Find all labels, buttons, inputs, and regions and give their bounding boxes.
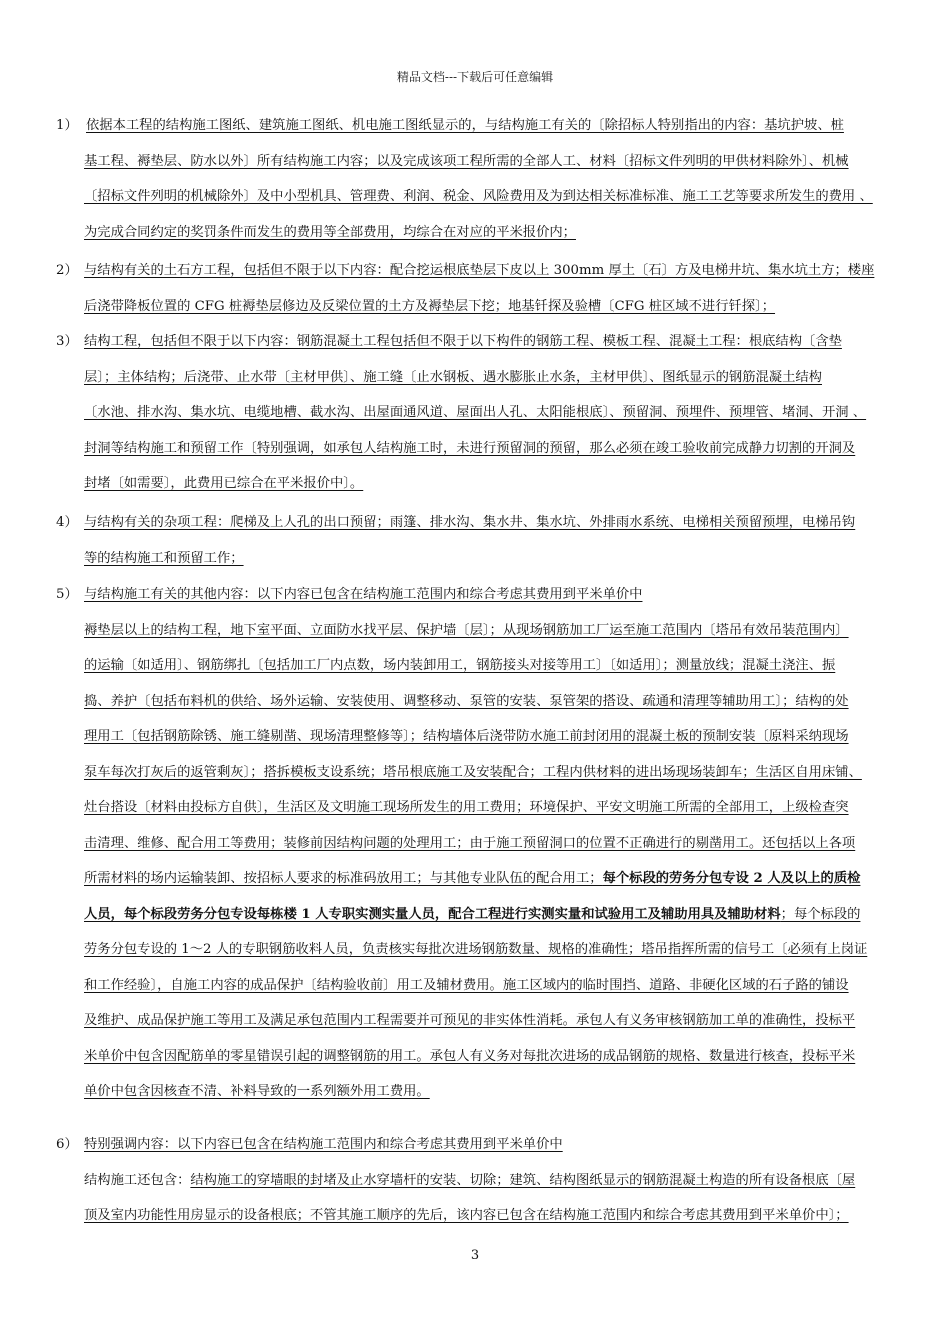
- item-line: 与结构有关的杂项工程：爬梯及上人孔的出口预留；雨篷、排水沟、集水井、集水坑、外排雨水系统、电梯相关预留预埋，电梯吊钩: [84, 515, 856, 530]
- body-text: 结构施工还包含：: [84, 1172, 191, 1188]
- body-line: 劳务分包专设的 1～2 人的专职钢筋收料人员，负责核实每批次进场钢筋数量、规格的准确性；塔吊指挥所需的信号工〔必须有上岗证: [84, 942, 868, 957]
- item-line: 封洞等结构施工和预留工作〔特别强调，如承包人结构施工时，未进行预留洞的预留，那么必须在竣工验收前完成静力切割的开洞及: [84, 440, 856, 456]
- list-item-2: [56, 253, 924, 324]
- body-line: 灶台搭设〔材料由投标方自供〕，生活区及文明施工现场所发生的用工费用；环境保护、平安文明施工所需的全部用工，上级检查突: [84, 800, 849, 815]
- item-line: 基工程、褥垫层、防水以外〕所有结构施工内容；以及完成该项工程所需的全部人工、材料〔招标文件列明的甲供材料除外〕、机械: [84, 153, 849, 169]
- body-line: 米单价中包含因配筋单的零星错误引起的调整钢筋的用工。承包人有义务对每批次进场的成品钢筋的规格、数量进行核查，投标平米: [84, 1048, 856, 1064]
- page-number: 3: [470, 1248, 480, 1263]
- page-header: 精品文档---下载后可任意编辑: [396, 70, 554, 84]
- body-text: ；每个标段的: [780, 906, 861, 922]
- body-line: 泵车每次打灰后的返管剩灰〕；搭拆模板支设系统；塔吊根底施工及安装配合；工程内供材料的进出场现场装卸车；生活区自用床铺、: [84, 764, 862, 780]
- underlined-text: 结构施工的穿墙眼的封堵及止水穿墙杆的安装、切除；建筑、结构图纸显示的钢筋混凝土构造的所有设备根底〔屋: [190, 1172, 856, 1188]
- list-item-3: [56, 324, 924, 502]
- item-number: 4）: [56, 515, 78, 530]
- list-item-4: [56, 505, 924, 576]
- list-item-6: [56, 1127, 924, 1234]
- item-line: 后浇带降板位置的 CFG 桩褥垫层修边及反梁位置的土方及褥垫层下挖；地基钎探及验槽〔CFG 桩区域不进行钎探〕；: [84, 298, 776, 314]
- body-line: 击清理、维修、配合用工等费用；装修前因结构问题的处理用工；由于施工预留洞口的位置不正确进行的剔凿用工。还包括以上各项: [84, 835, 856, 851]
- body-text: 所需材料的场内运输装卸、按招标人要求的标准码放用工；与其他专业队伍的配合用工；: [84, 871, 603, 886]
- item-line: 等的结构施工和预留工作；: [84, 550, 244, 566]
- body-line: 理用工〔包括钢筋除锈、施工缝剔凿、现场清理整修等〕；结构墙体后浇带防水施工前封闭用的混凝土板的预制安装〔原料采纳现场: [84, 729, 849, 744]
- list-item-5: [56, 577, 924, 1110]
- item-number: 3）: [56, 334, 78, 349]
- body-line: 和工作经验〕，自施工内容的成品保护〔结构验收前〕用工及辅材费用。施工区域内的临时围挡、道路、非硬化区域的石子路的铺设: [84, 977, 849, 993]
- item-number: 6）: [56, 1137, 78, 1152]
- item-number: 2）: [56, 263, 78, 278]
- item-line: 特别强调内容：以下内容已包含在结构施工范围内和综合考虑其费用到平米单价中: [84, 1137, 563, 1152]
- item-line: 结构工程，包括但不限于以下内容：钢筋混凝土工程包括但不限于以下构件的钢筋工程、模板工程、混凝土工程：根底结构〔含垫: [84, 334, 842, 349]
- item-line: 〔招标文件列明的机械除外〕及中小型机具、管理费、利润、税金、风险费用及为到达相关标准标准、施工工艺等要求所发生的费用 、: [84, 189, 873, 204]
- bold-emphasis: 每个标段的劳务分包专设 2 人及以上的质检: [602, 871, 861, 886]
- item-line: 封堵〔如需要〕，此费用已综合在平米报价中〕。: [84, 476, 364, 491]
- item-line: 为完成合同约定的奖罚条件而发生的费用等全部费用，均综合在对应的平米报价内；: [84, 224, 576, 240]
- body-line: [84, 897, 924, 933]
- body-line: [84, 861, 924, 897]
- list-item-1: [56, 108, 924, 250]
- item-line: 与结构有关的土石方工程，包括但不限于以下内容：配合挖运根底垫层下皮以上 300mm 厚土〔石〕方及电梯井坑、集水坑土方；楼座: [84, 263, 875, 278]
- body-line: 及维护、成品保护施工等用工及满足承包范围内工程需要并可预见的非实体性消耗。承包人有义务审核钢筋加工单的准确性，投标平: [84, 1013, 856, 1028]
- body-line: 褥垫层以上的结构工程，地下室平面、立面防水找平层、保护墙〔层〕；从现场钢筋加工厂运至施工范围内〔塔吊有效吊装范围内〕: [84, 622, 849, 638]
- body-line: 单价中包含因核查不清、补料导致的一系列额外用工费用。: [84, 1084, 430, 1099]
- item-line: 〔水池、排水沟、集水坑、电缆地槽、截水沟、出屋面通风道、屋面出人孔、太阳能根底〕、预留洞、预埋件、预埋管、堵洞、开洞 、: [84, 405, 867, 420]
- body-line: 捣、养护〔包括布料机的供给、场外运输、安装使用、调整移动、泵管的安装、泵管架的搭设、疏通和清理等辅助用工〕；结构的处: [84, 693, 849, 709]
- item-line: 与结构施工有关的其他内容：以下内容已包含在结构施工范围内和综合考虑其费用到平米单价中: [84, 587, 643, 602]
- item-number: 1）: [56, 118, 78, 133]
- item-line: 层〕；主体结构；后浇带、止水带〔主材甲供〕、施工缝〔止水钢板、遇水膨胀止水条，主材甲供〕、图纸显示的钢筋混凝土结构: [84, 369, 822, 385]
- item-line: 依据本工程的结构施工图纸、建筑施工图纸、机电施工图纸显示的，与结构施工有关的〔除招标人特别指出的内容：基坑护坡、桩: [86, 118, 844, 133]
- bold-emphasis: 人员，每个标段劳务分包专设每栋楼 1 人专职实测实量人员，配合工程进行实测实量和试验用工及辅助用具及辅助材料: [84, 906, 781, 922]
- body-line: 顶及室内功能性用房显示的设备根底；不管其施工顺序的先后，该内容已包含在结构施工范围内和综合考虑其费用到平米单价中〕；: [84, 1208, 849, 1223]
- item-number: 5）: [56, 587, 78, 602]
- body-line: [84, 1163, 924, 1199]
- body-line: 的运输〔如适用〕、钢筋绑扎〔包括加工厂内点数，场内装卸用工，钢筋接头对接等用工〕〔如适用〕；测量放线；混凝土浇注、振: [84, 658, 836, 673]
